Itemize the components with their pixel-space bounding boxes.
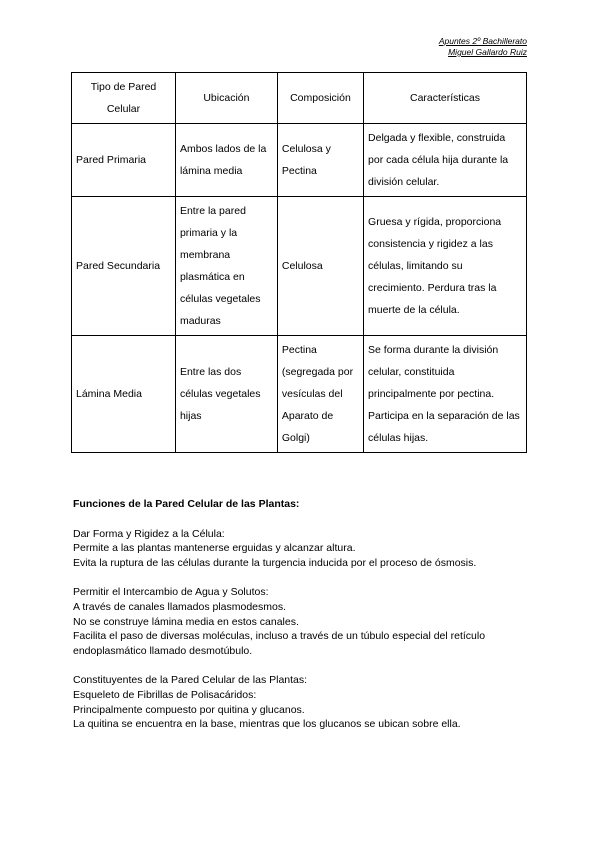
table-header-row <box>72 73 527 124</box>
cell-composicion: Celulosa y Pectina <box>277 124 363 197</box>
header-composicion: Composición <box>277 73 363 124</box>
cell-composicion: Pectina (segregada por vesículas del Aparato de Golgi) <box>277 336 363 453</box>
block-line: Esqueleto de Fibrillas de Polisacáridos: <box>73 688 257 701</box>
block-line: A través de canales llamados plasmodesmos. <box>73 600 287 613</box>
block-heading: Constituyentes de la Pared Celular de las Plantas: <box>73 674 308 687</box>
header-author: Miguel Gallardo Ruiz <box>448 47 527 57</box>
block-constituyentes <box>73 673 533 731</box>
table-row <box>72 197 527 336</box>
cell-ubicacion: Entre las dos células vegetales hijas <box>175 336 277 453</box>
block-line: No se construye lámina media en estos canales. <box>73 615 299 628</box>
block-line: Permite a las plantas mantenerse erguidas y alcanzar altura. <box>73 542 356 555</box>
header-ubicacion: Ubicación <box>175 73 277 124</box>
cell-composicion: Celulosa <box>277 197 363 336</box>
cell-ubicacion: Entre la pared primaria y la membrana plasmática en células vegetales maduras <box>175 197 277 336</box>
cell-tipo: Pared Primaria <box>72 124 176 197</box>
header-caracteristicas: Características <box>364 73 527 124</box>
cell-tipo: Lámina Media <box>72 336 176 453</box>
block-line: Principalmente compuesto por quitina y glucanos. <box>73 703 305 716</box>
block-line: Evita la ruptura de las células durante la turgencia inducida por el proceso de ósmosis. <box>73 556 477 569</box>
table-row <box>72 124 527 197</box>
section-title: Funciones de la Pared Celular de las Plantas: <box>73 498 300 510</box>
cell-caracteristicas: Gruesa y rígida, proporciona consistencia y rigidez a las células, limitando su crecimiento. Perdura tras la muerte de la célula. <box>364 197 527 336</box>
header-tipo: Tipo de Pared Celular <box>72 73 176 124</box>
block-intercambio <box>73 585 533 658</box>
cell-caracteristicas: Delgada y flexible, construida por cada célula hija durante la división celular. <box>364 124 527 197</box>
header-course: Apuntes 2º Bachillerato <box>438 36 527 46</box>
page-header <box>439 36 527 58</box>
cell-wall-table <box>71 72 527 453</box>
cell-caracteristicas: Se forma durante la división celular, constituida principalmente por pectina. Participa en la separación de las células hijas. <box>364 336 527 453</box>
functions-section <box>73 497 533 747</box>
cell-ubicacion: Ambos lados de la lámina media <box>175 124 277 197</box>
block-line: Facilita el paso de diversas moléculas, incluso a través de un túbulo especial del retículo endoplasmático llamado desmotúbulo. <box>73 630 486 657</box>
table-row <box>72 336 527 453</box>
block-forma <box>73 527 533 571</box>
block-heading: Dar Forma y Rigidez a la Célula: <box>73 527 225 540</box>
block-line: La quitina se encuentra en la base, mientras que los glucanos se ubican sobre ella. <box>73 718 461 731</box>
block-heading: Permitir el Intercambio de Agua y Solutos: <box>73 586 269 599</box>
cell-tipo: Pared Secundaria <box>72 197 176 336</box>
